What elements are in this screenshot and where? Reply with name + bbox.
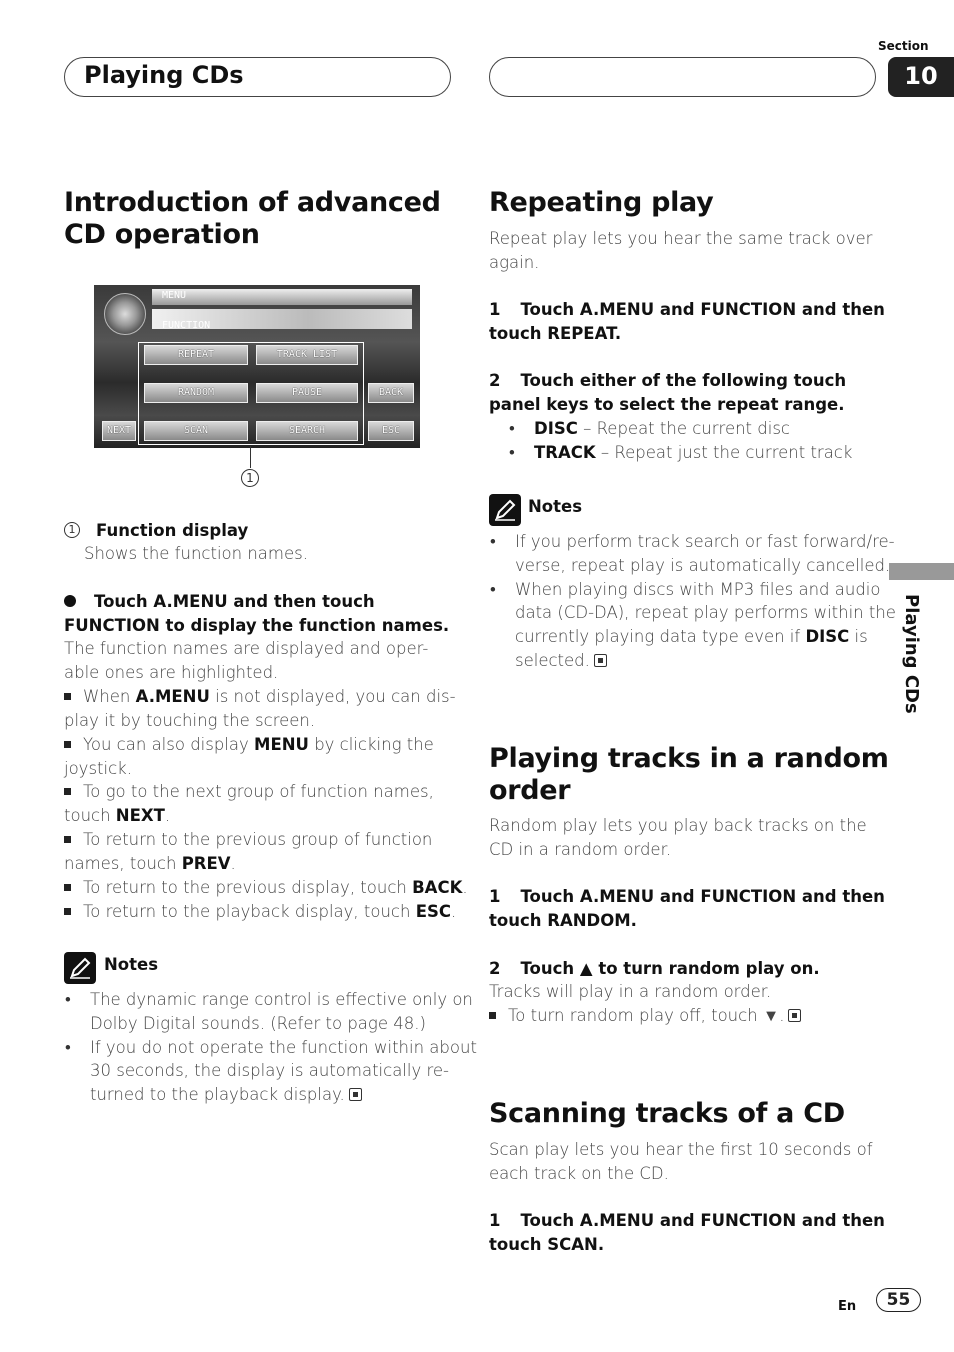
step-heading: Touch A.MENU and then touch bbox=[64, 590, 375, 614]
callout-marker: 1 bbox=[241, 469, 259, 487]
function-label: FUNCTION bbox=[162, 320, 211, 331]
menu-label: MENU bbox=[162, 290, 187, 301]
bullet-4: To return to the previous group of function bbox=[64, 828, 432, 852]
notes-pencil-icon bbox=[64, 952, 96, 984]
notes-label: Notes bbox=[104, 955, 159, 974]
repeat-note-2-cont2: currently playing data type even if DISC is bbox=[515, 627, 868, 646]
step-bullet-icon bbox=[64, 595, 76, 607]
repeat-intro-1: Repeat play lets you hear the same track over bbox=[489, 229, 873, 248]
repeat-heading: Repeating play bbox=[489, 187, 714, 218]
bullet-3-cont: touch NEXT. bbox=[64, 806, 171, 825]
screen-btn-pause: PAUSE bbox=[256, 383, 358, 403]
repeat-step2: 2 Touch either of the following touch bbox=[489, 371, 847, 390]
side-tab-bar bbox=[889, 563, 954, 580]
square-bullet-icon bbox=[64, 908, 71, 915]
repeat-option-track: • TRACK – Repeat just the current track bbox=[534, 441, 852, 465]
step-heading-cont: FUNCTION to display the function names. bbox=[64, 616, 450, 635]
bullet-1-cont: play it by touching the screen. bbox=[64, 711, 316, 730]
bullet-6: To return to the playback display, touch ESC. bbox=[64, 900, 456, 924]
note-2-cont1: 30 seconds, the display is automatically re- bbox=[90, 1061, 450, 1080]
disc-logo-icon bbox=[104, 293, 146, 335]
bullet-5: To return to the previous display, touch BACK. bbox=[64, 876, 468, 900]
note-2-cont2: turned to the playback display. bbox=[90, 1083, 362, 1107]
random-intro-2: CD in a random order. bbox=[489, 840, 672, 859]
end-mark-icon bbox=[788, 1009, 801, 1022]
bullet-4-cont: names, touch PREV. bbox=[64, 854, 236, 873]
random-bullet: To turn random play off, touch ▼. bbox=[489, 1004, 801, 1028]
scan-heading: Scanning tracks of a CD bbox=[489, 1098, 845, 1129]
end-mark-icon bbox=[349, 1088, 362, 1101]
screen-btn-track-list: TRACK LIST bbox=[256, 345, 358, 365]
step-body-1: The function names are displayed and oper- bbox=[64, 639, 429, 658]
square-bullet-icon bbox=[64, 884, 71, 891]
callout-desc: Shows the function names. bbox=[84, 544, 308, 563]
function-display-screenshot bbox=[94, 285, 420, 448]
random-heading: Playing tracks in a random order bbox=[489, 743, 889, 806]
square-bullet-icon bbox=[489, 1012, 496, 1019]
repeat-step2-cont: panel keys to select the repeat range. bbox=[489, 395, 845, 414]
bullet-1: When A.MENU is not displayed, you can dis- bbox=[64, 685, 456, 709]
screen-btn-repeat: REPEAT bbox=[144, 345, 248, 365]
screen-btn-esc: ESC bbox=[368, 421, 414, 441]
screen-btn-back: BACK bbox=[368, 383, 414, 403]
square-bullet-icon bbox=[64, 693, 71, 700]
repeat-step1: 1 Touch A.MENU and FUNCTION and then bbox=[489, 300, 885, 319]
repeat-note-1-cont: verse, repeat play is automatically cancelled. bbox=[515, 556, 891, 575]
repeat-note-2-cont1: data (CD-DA), repeat play performs within the bbox=[515, 603, 896, 622]
menu-bar bbox=[152, 289, 412, 305]
random-step2-body: Tracks will play in a random order. bbox=[489, 982, 772, 1001]
random-step1-cont: touch RANDOM. bbox=[489, 911, 637, 930]
section-label: Section bbox=[878, 39, 929, 53]
bullet-2-cont: joystick. bbox=[64, 759, 132, 778]
repeat-option-disc: • DISC – Repeat the current disc bbox=[534, 417, 790, 441]
repeat-note-2: • When playing discs with MP3 files and audio bbox=[515, 578, 880, 602]
callout-line bbox=[250, 446, 251, 468]
callout-title: Function display bbox=[96, 521, 249, 540]
scan-step1: 1 Touch A.MENU and FUNCTION and then bbox=[489, 1211, 885, 1230]
footer-lang: En bbox=[838, 1299, 857, 1314]
scan-step1-cont: touch SCAN. bbox=[489, 1235, 605, 1254]
repeat-step1-cont: touch REPEAT. bbox=[489, 324, 622, 343]
random-step1: 1 Touch A.MENU and FUNCTION and then bbox=[489, 887, 885, 906]
callout-item-marker: 1 bbox=[64, 522, 80, 538]
repeat-intro-2: again. bbox=[489, 253, 540, 272]
step-body-2: able ones are highlighted. bbox=[64, 663, 279, 682]
square-bullet-icon bbox=[64, 741, 71, 748]
square-bullet-icon bbox=[64, 788, 71, 795]
repeat-note-2-cont3: selected. bbox=[515, 649, 607, 673]
screen-btn-next: NEXT bbox=[102, 421, 136, 441]
screen-btn-search: SEARCH bbox=[256, 421, 358, 441]
header-right-pill bbox=[489, 57, 876, 97]
section-number: 10 bbox=[888, 57, 954, 97]
bullet-3: To go to the next group of function names, bbox=[64, 780, 434, 804]
bullet-2: You can also display MENU by clicking the bbox=[64, 733, 434, 757]
screen-btn-scan: SCAN bbox=[144, 421, 248, 441]
square-bullet-icon bbox=[64, 836, 71, 843]
notes-pencil-icon bbox=[489, 494, 521, 526]
page-number: 55 bbox=[876, 1288, 921, 1312]
repeat-notes-label: Notes bbox=[528, 497, 583, 516]
screen-btn-random: RANDOM bbox=[144, 383, 248, 403]
random-step2: 2 Touch ▲ to turn random play on. bbox=[489, 959, 820, 978]
scan-intro-1: Scan play lets you hear the first 10 seconds of bbox=[489, 1140, 873, 1159]
note-1-cont: Dolby Digital sounds. (Refer to page 48.) bbox=[90, 1014, 426, 1033]
note-1: • The dynamic range control is effective only on bbox=[90, 988, 473, 1012]
side-tab-label: Playing CDs bbox=[901, 594, 922, 714]
end-mark-icon bbox=[594, 654, 607, 667]
random-intro-1: Random play lets you play back tracks on the bbox=[489, 816, 867, 835]
intro-heading: Introduction of advanced CD operation bbox=[64, 187, 441, 250]
header-title: Playing CDs bbox=[84, 61, 244, 89]
scan-intro-2: each track on the CD. bbox=[489, 1164, 669, 1183]
repeat-note-1: • If you perform track search or fast forward/re- bbox=[515, 530, 895, 554]
note-2: • If you do not operate the function within about bbox=[90, 1036, 477, 1060]
